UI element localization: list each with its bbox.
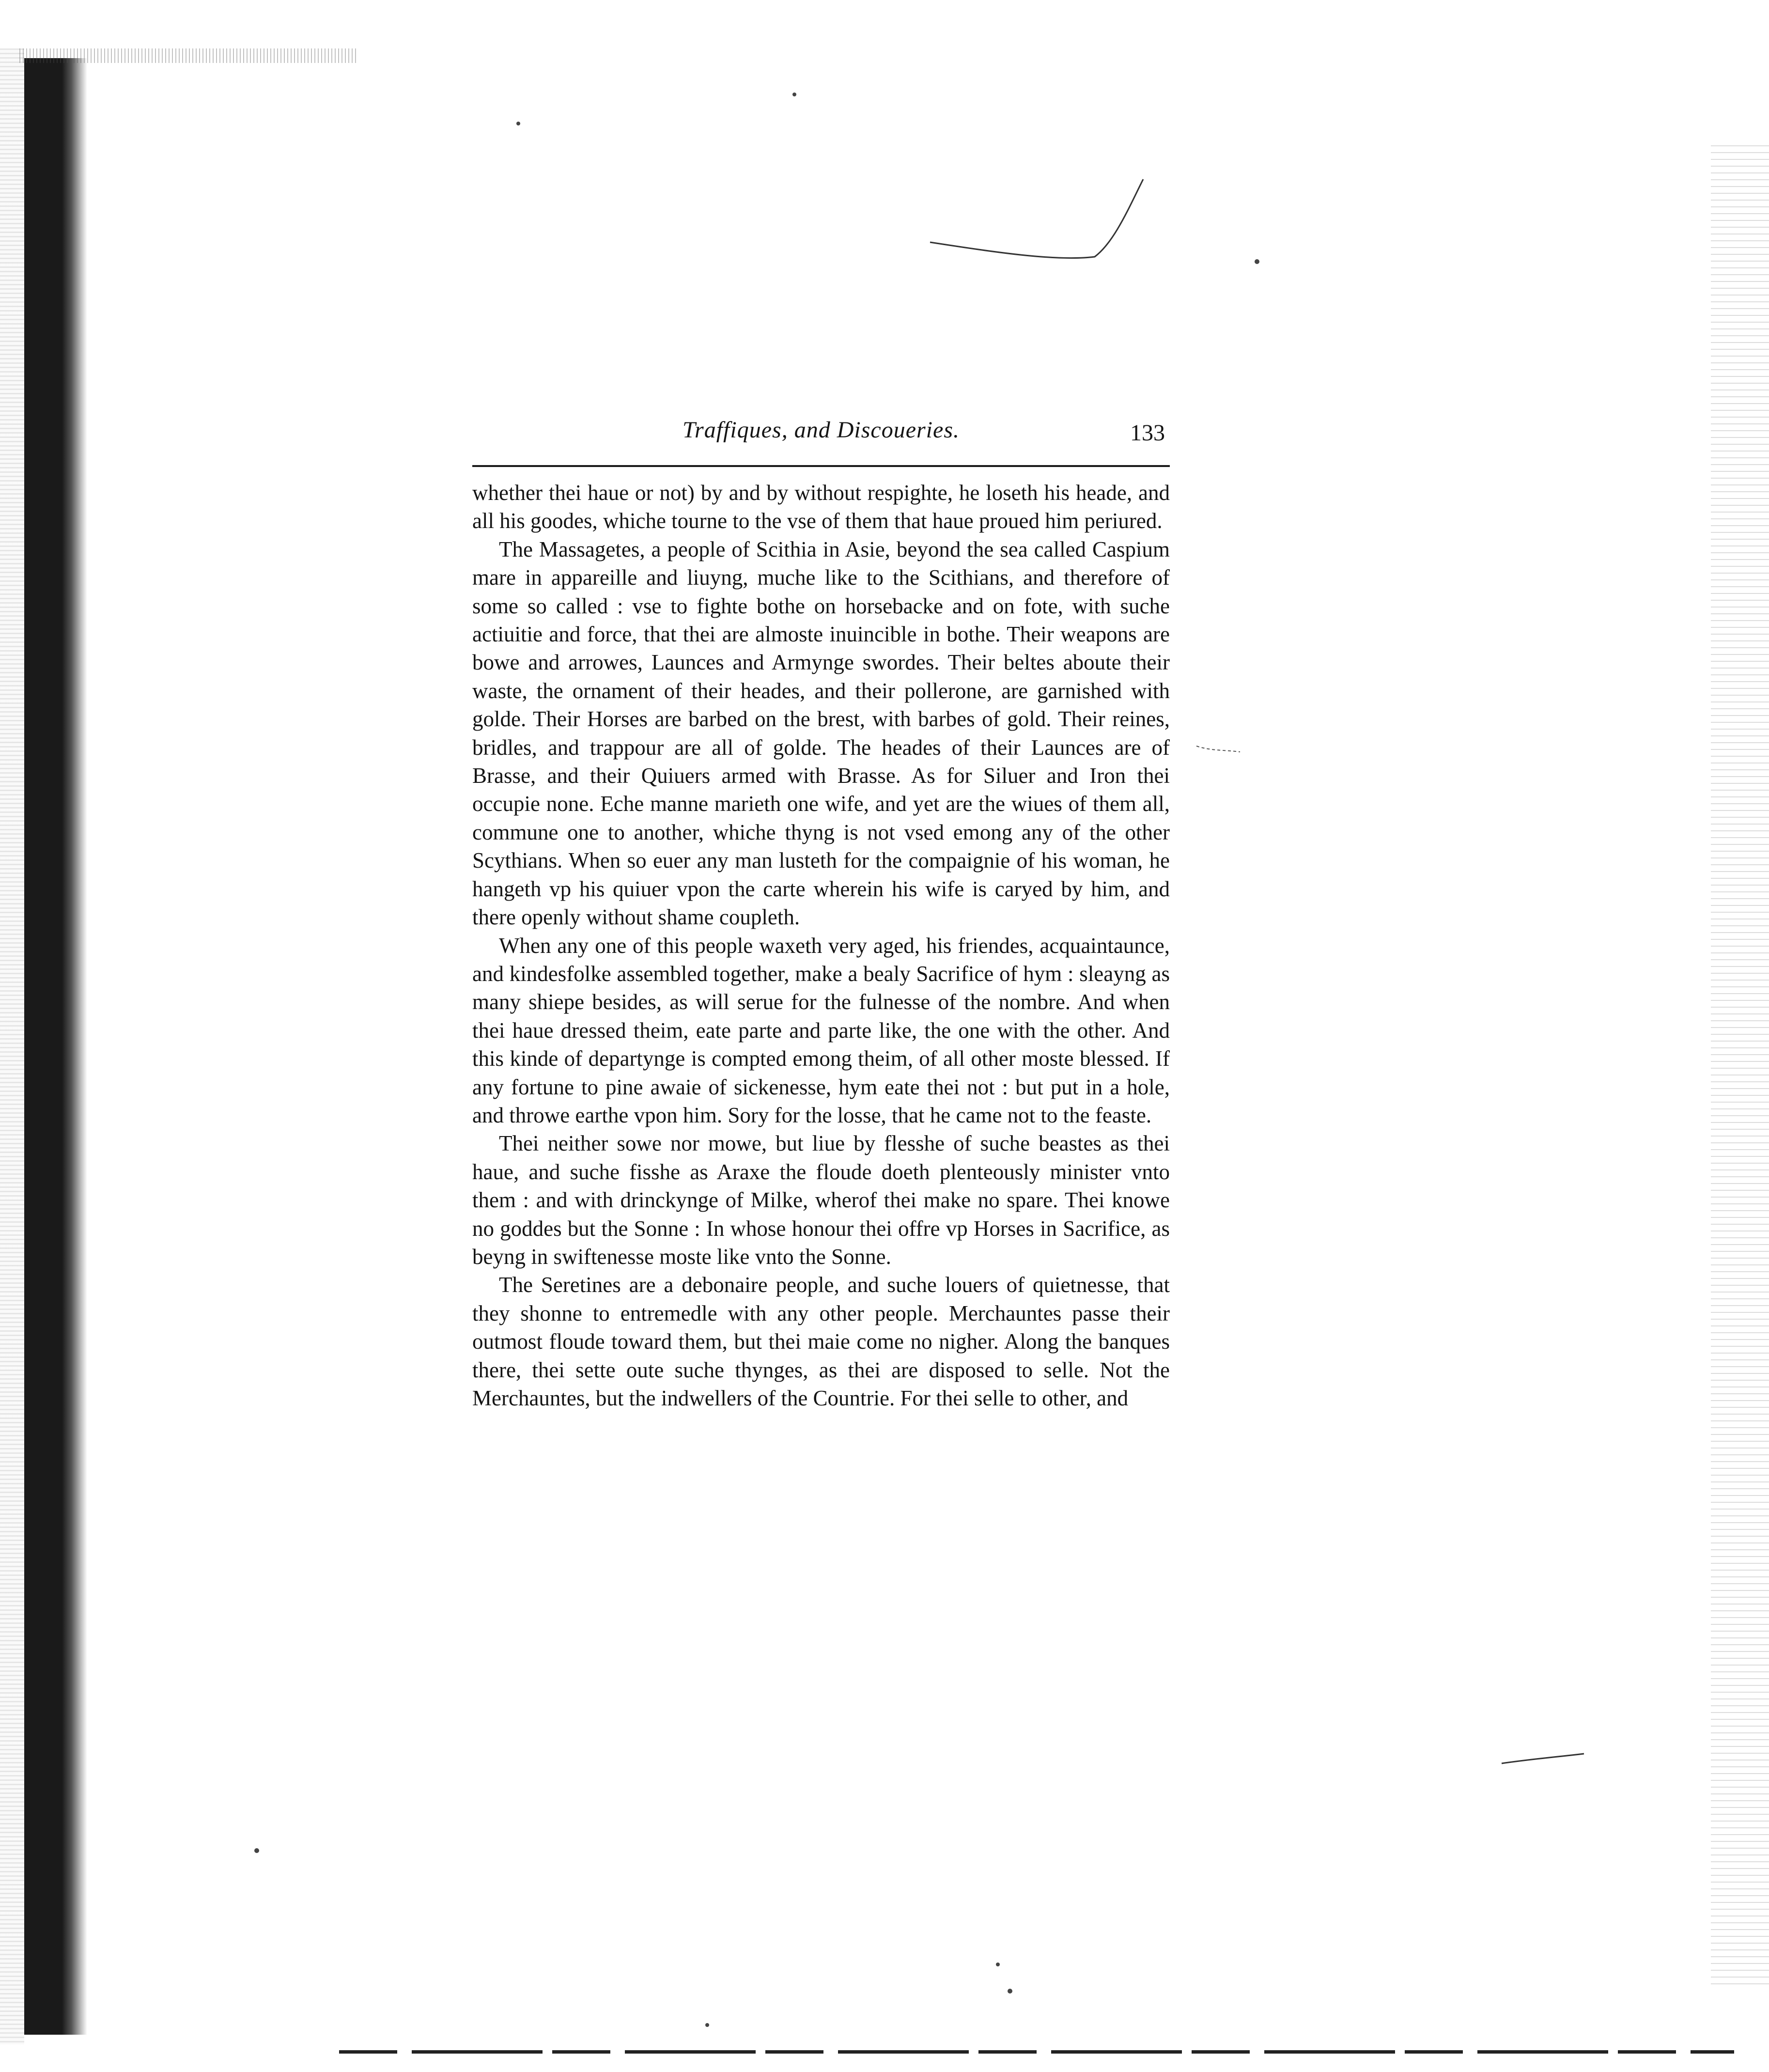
speck xyxy=(705,2023,709,2027)
speck xyxy=(516,122,520,125)
paragraph: The Seretines are a debonaire people, and suche louers of quietnesse, that they shonne to entremedle with any other people. Merchauntes passe their outmost floude toward them, but thei maie come no nigher. Along the banques there, thei sette oute suche thynges, as thei are disposed to selle. Not the Merchauntes, but the indwellers of the Countrie. For thei selle to other, and xyxy=(472,1273,1170,1410)
body-text xyxy=(472,479,1170,1412)
speck xyxy=(1008,1989,1012,1994)
speck xyxy=(996,1963,1000,1966)
running-title: Traffiques, and Discoueries. xyxy=(682,417,960,443)
paragraph: The Massagetes, a people of Scithia in Asie, beyond the sea called Caspium mare in appareille and liuyng, muche like to the Scithians, and therefore of some so called : vse to fighte bothe on horsebacke and on fote, with suche actiuitie and force, that thei are almoste inuincible in bothe. Their weapons are bowe and arrowes, Launces and Armynge swordes. Their beltes aboute their waste, the ornament of their heades, and their pollerone, are garnished with golde. Their Horses are barbed on the brest, with barbes of gold. Their reines, bridles, and trappour are all of golde. The heades of their Launces are of Brasse, and their Quiuers armed with Brasse. As for Siluer and Iron thei occupie none. Eche manne marieth one wife, and yet are the wiues of them all, commune one to another, whiche thyng is not vsed emong any of the other Scythians. When so euer any man lusteth for the compaignie of his woman, he hangeth vp his quiuer vpon the carte wherein his wife is caryed by him, and there openly without shame coupleth. xyxy=(472,537,1170,930)
header-rule xyxy=(472,465,1170,467)
paragraph: Thei neither sowe nor mowe, but liue by flesshe of suche beastes as thei haue, and suche fisshe as Araxe the floude doeth plenteously minister vnto them : and with drinckynge of Milke, wherof thei make no spare. Thei knowe no goddes but the Sonne : In whose honour thei offre vp Horses in Sacrifice, as beyng in swiftenesse moste like vnto the Sonne. xyxy=(472,1131,1170,1269)
book-page xyxy=(472,417,1170,1412)
paragraph: When any one of this people waxeth very aged, his friendes, acquaintaunce, and kindesfolke assembled together, make a bealy Sacrifice of hym : sleayng as many shiepe besides, as will serue for the fulnesse of the nombre. And when thei haue dressed theim, eate parte and parte like, the one with the other. And this kinde of departynge is compted emong theim, of all other moste blessed. If any fortune to pine awaie of sickenesse, hym eate thei not : but put in a hole, and throwe earthe vpon him. Sory for the losse, that he came not to the feaste. xyxy=(472,933,1170,1127)
speck xyxy=(792,93,796,96)
speck xyxy=(254,1848,259,1853)
speck xyxy=(1255,259,1259,264)
pencil-stroke-margin xyxy=(1196,746,1240,752)
running-head xyxy=(472,417,1170,460)
pencil-stroke-top xyxy=(930,179,1143,258)
page-number: 133 xyxy=(1130,420,1165,446)
paragraph: whether thei haue or not) by and by without respighte, he loseth his heade, and all his goodes, whiche tourne to the vse of them that haue proued him periured. xyxy=(472,481,1170,533)
pencil-stroke-right xyxy=(1502,1754,1584,1763)
